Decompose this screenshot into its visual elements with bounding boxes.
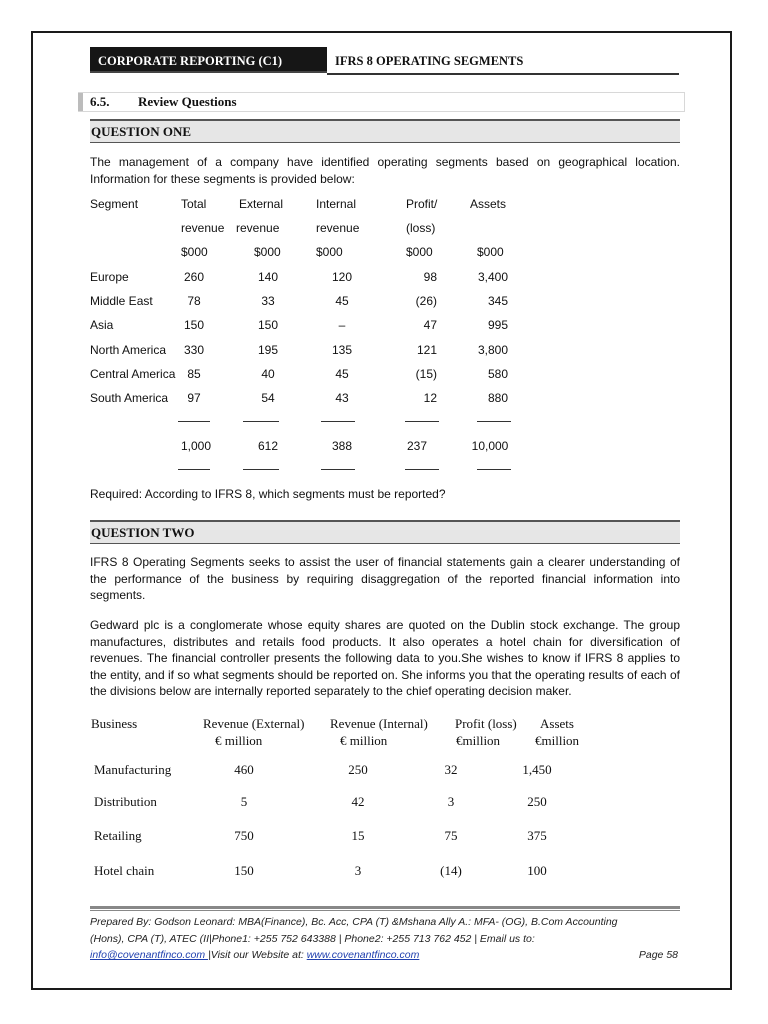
table-cell: 150	[257, 318, 279, 333]
section-accent	[78, 93, 83, 111]
table-cell: (15)	[415, 366, 437, 381]
division-cell: 750	[234, 828, 254, 843]
table-header-cell: External	[239, 197, 284, 211]
segment-name: Central America	[90, 366, 176, 381]
question-one-title: QUESTION ONE	[90, 119, 680, 143]
section-title: Review Questions	[138, 94, 237, 109]
division-name: Retailing	[94, 828, 142, 843]
subtotal-rule	[178, 421, 210, 422]
table-cell: –	[338, 318, 346, 333]
unit-revenue-external: € million	[215, 733, 263, 748]
header-divider	[327, 73, 679, 75]
division-name: Hotel chain	[94, 863, 155, 878]
division-cell: 75	[444, 828, 458, 843]
segment-name: Asia	[90, 318, 114, 333]
table-unit-cell: $000	[477, 245, 504, 259]
division-cell: 3	[447, 794, 455, 809]
table-cell: 97	[187, 391, 201, 405]
table-cell: 3,400	[477, 270, 508, 284]
table-header-cell: revenue	[236, 221, 280, 235]
segment-name: North America	[90, 342, 167, 357]
section-heading	[90, 92, 237, 112]
footer-rule-thin	[90, 910, 680, 911]
total-rule	[405, 469, 439, 470]
col-header-business: Business	[91, 716, 138, 731]
col-header-profit: Profit (loss)	[455, 716, 517, 731]
table-header-cell: Assets	[470, 197, 507, 211]
question-one-required: Required: According to IFRS 8, which segments must be reported?	[90, 487, 446, 501]
table-cell: 78	[187, 294, 201, 309]
total-cell: 388	[331, 439, 353, 453]
table-header-cell: Internal	[316, 197, 357, 211]
table-header-cell: Profit/	[406, 197, 438, 211]
col-header-revenue-internal: Revenue (Internal)	[330, 716, 428, 731]
question-two-title: QUESTION TWO	[90, 520, 680, 544]
footer-credits-line-2: (Hons), CPA (T), ATEC (II|Phone1: +255 752 643388 | Phone2: +255 713 762 452 | Email us to:	[90, 933, 535, 945]
subtotal-rule	[243, 421, 279, 422]
footer-credits-line-1: Prepared By: Godson Leonard: MBA(Finance), Bc. Acc, CPA (T) &Mshana Ally A.: MFA- (OG), B.Com Accounting	[90, 916, 618, 928]
total-cell: 1,000	[180, 439, 212, 453]
division-cell: 150	[234, 863, 254, 878]
subtotal-rule	[477, 421, 511, 422]
table-cell: 150	[183, 318, 205, 333]
table-cell: 3,800	[477, 342, 508, 357]
table-cell: 580	[487, 366, 508, 381]
division-cell: 250	[527, 794, 547, 809]
table-unit-cell: $000	[181, 245, 208, 259]
table-unit-cell: $000	[254, 245, 281, 259]
table-header-cell: (loss)	[406, 221, 436, 235]
division-cell: 1,450	[522, 762, 552, 777]
division-name: Distribution	[94, 794, 157, 809]
question-two-para-1: IFRS 8 Operating Segments seeks to assist the user of financial statements gain a clearer understanding of the performance of the business by requiring disaggregation of the reported financial information into segments.	[90, 555, 680, 602]
table-cell: 345	[487, 294, 508, 309]
table-cell: 880	[487, 391, 508, 405]
table-cell: 40	[261, 366, 275, 381]
table-cell: 47	[423, 318, 437, 333]
table-cell: 195	[257, 342, 279, 357]
table-cell: 85	[187, 366, 201, 381]
division-cell: 460	[234, 762, 254, 777]
table-cell: 140	[257, 270, 279, 284]
website-label: |Visit our Website at:	[208, 949, 307, 961]
section-number: 6.5.	[90, 94, 110, 109]
header-left-label: CORPORATE REPORTING (C1)	[90, 47, 327, 73]
table-header-cell: revenue	[316, 221, 360, 235]
division-cell: 15	[351, 828, 365, 843]
col-header-revenue-external: Revenue (External)	[203, 716, 305, 731]
division-cell: 100	[527, 863, 547, 878]
table-cell: 260	[183, 270, 205, 284]
table-cell: 54	[261, 391, 275, 405]
footer-rule	[90, 906, 680, 909]
total-rule	[243, 469, 279, 470]
footer-contact-line	[90, 947, 680, 964]
email-link[interactable]: info@covenantfinco.com	[90, 949, 209, 961]
segment-name: Middle East	[90, 294, 153, 309]
total-cell: 237	[406, 439, 428, 453]
subtotal-rule	[405, 421, 439, 422]
table-cell: 98	[423, 270, 437, 284]
total-cell: 10,000	[471, 439, 509, 453]
division-cell: 3	[354, 863, 362, 878]
header-right-label: IFRS 8 OPERATING SEGMENTS	[335, 54, 524, 68]
table-cell: 135	[331, 342, 353, 357]
unit-assets: €million	[535, 733, 580, 748]
division-cell: 32	[444, 762, 458, 777]
col-header-assets: Assets	[540, 716, 574, 731]
table-cell: 121	[416, 342, 437, 357]
total-rule	[178, 469, 210, 470]
table-cell: 33	[261, 294, 275, 309]
table-unit-cell: $000	[406, 245, 433, 259]
table-cell: 43	[335, 391, 349, 405]
question-one-intro: The management of a company have identified operating segments based on geographical location. Information for these segments is provided below:	[90, 155, 680, 186]
total-rule	[477, 469, 511, 470]
table-unit-cell: $000	[316, 245, 343, 259]
table-cell: 995	[487, 318, 508, 333]
table-header-cell: Segment	[90, 197, 139, 211]
table-header-cell: Total	[181, 197, 207, 211]
division-cell: 375	[527, 828, 547, 843]
website-link[interactable]: www.covenantfinco.com	[306, 949, 420, 961]
unit-profit: €million	[456, 733, 501, 748]
page-number: Page 58	[638, 949, 678, 961]
subtotal-rule	[321, 421, 355, 422]
table-cell: 120	[331, 270, 353, 284]
division-cell: 250	[348, 762, 368, 777]
division-cell: (14)	[440, 863, 462, 878]
table-cell: 45	[335, 366, 349, 381]
table-header-cell: revenue	[181, 221, 225, 235]
total-rule	[321, 469, 355, 470]
table-cell: 12	[423, 391, 437, 405]
segment-name: Europe	[90, 270, 129, 284]
question-two-para-2: Gedward plc is a conglomerate whose equity shares are quoted on the Dublin stock exchange. The group manufactures, distributes and retails food products. It also operates a hotel chain for diversification of revenues. The financial controller presents the following data to you.She wishes to know if IFRS 8 applies to the entity, and if so what segments should be reported on. She informs you that the operating results of each of the divisions below are internally reported separately to the chief operating decision maker.	[90, 618, 680, 698]
unit-revenue-internal: € million	[340, 733, 388, 748]
division-name: Manufacturing	[94, 762, 172, 777]
total-cell: 612	[257, 439, 279, 453]
table-cell: (26)	[415, 294, 437, 309]
segment-name: South America	[90, 391, 169, 405]
table-cell: 330	[183, 342, 205, 357]
division-cell: 42	[351, 794, 365, 809]
division-cell: 5	[240, 794, 248, 809]
table-cell: 45	[335, 294, 349, 309]
